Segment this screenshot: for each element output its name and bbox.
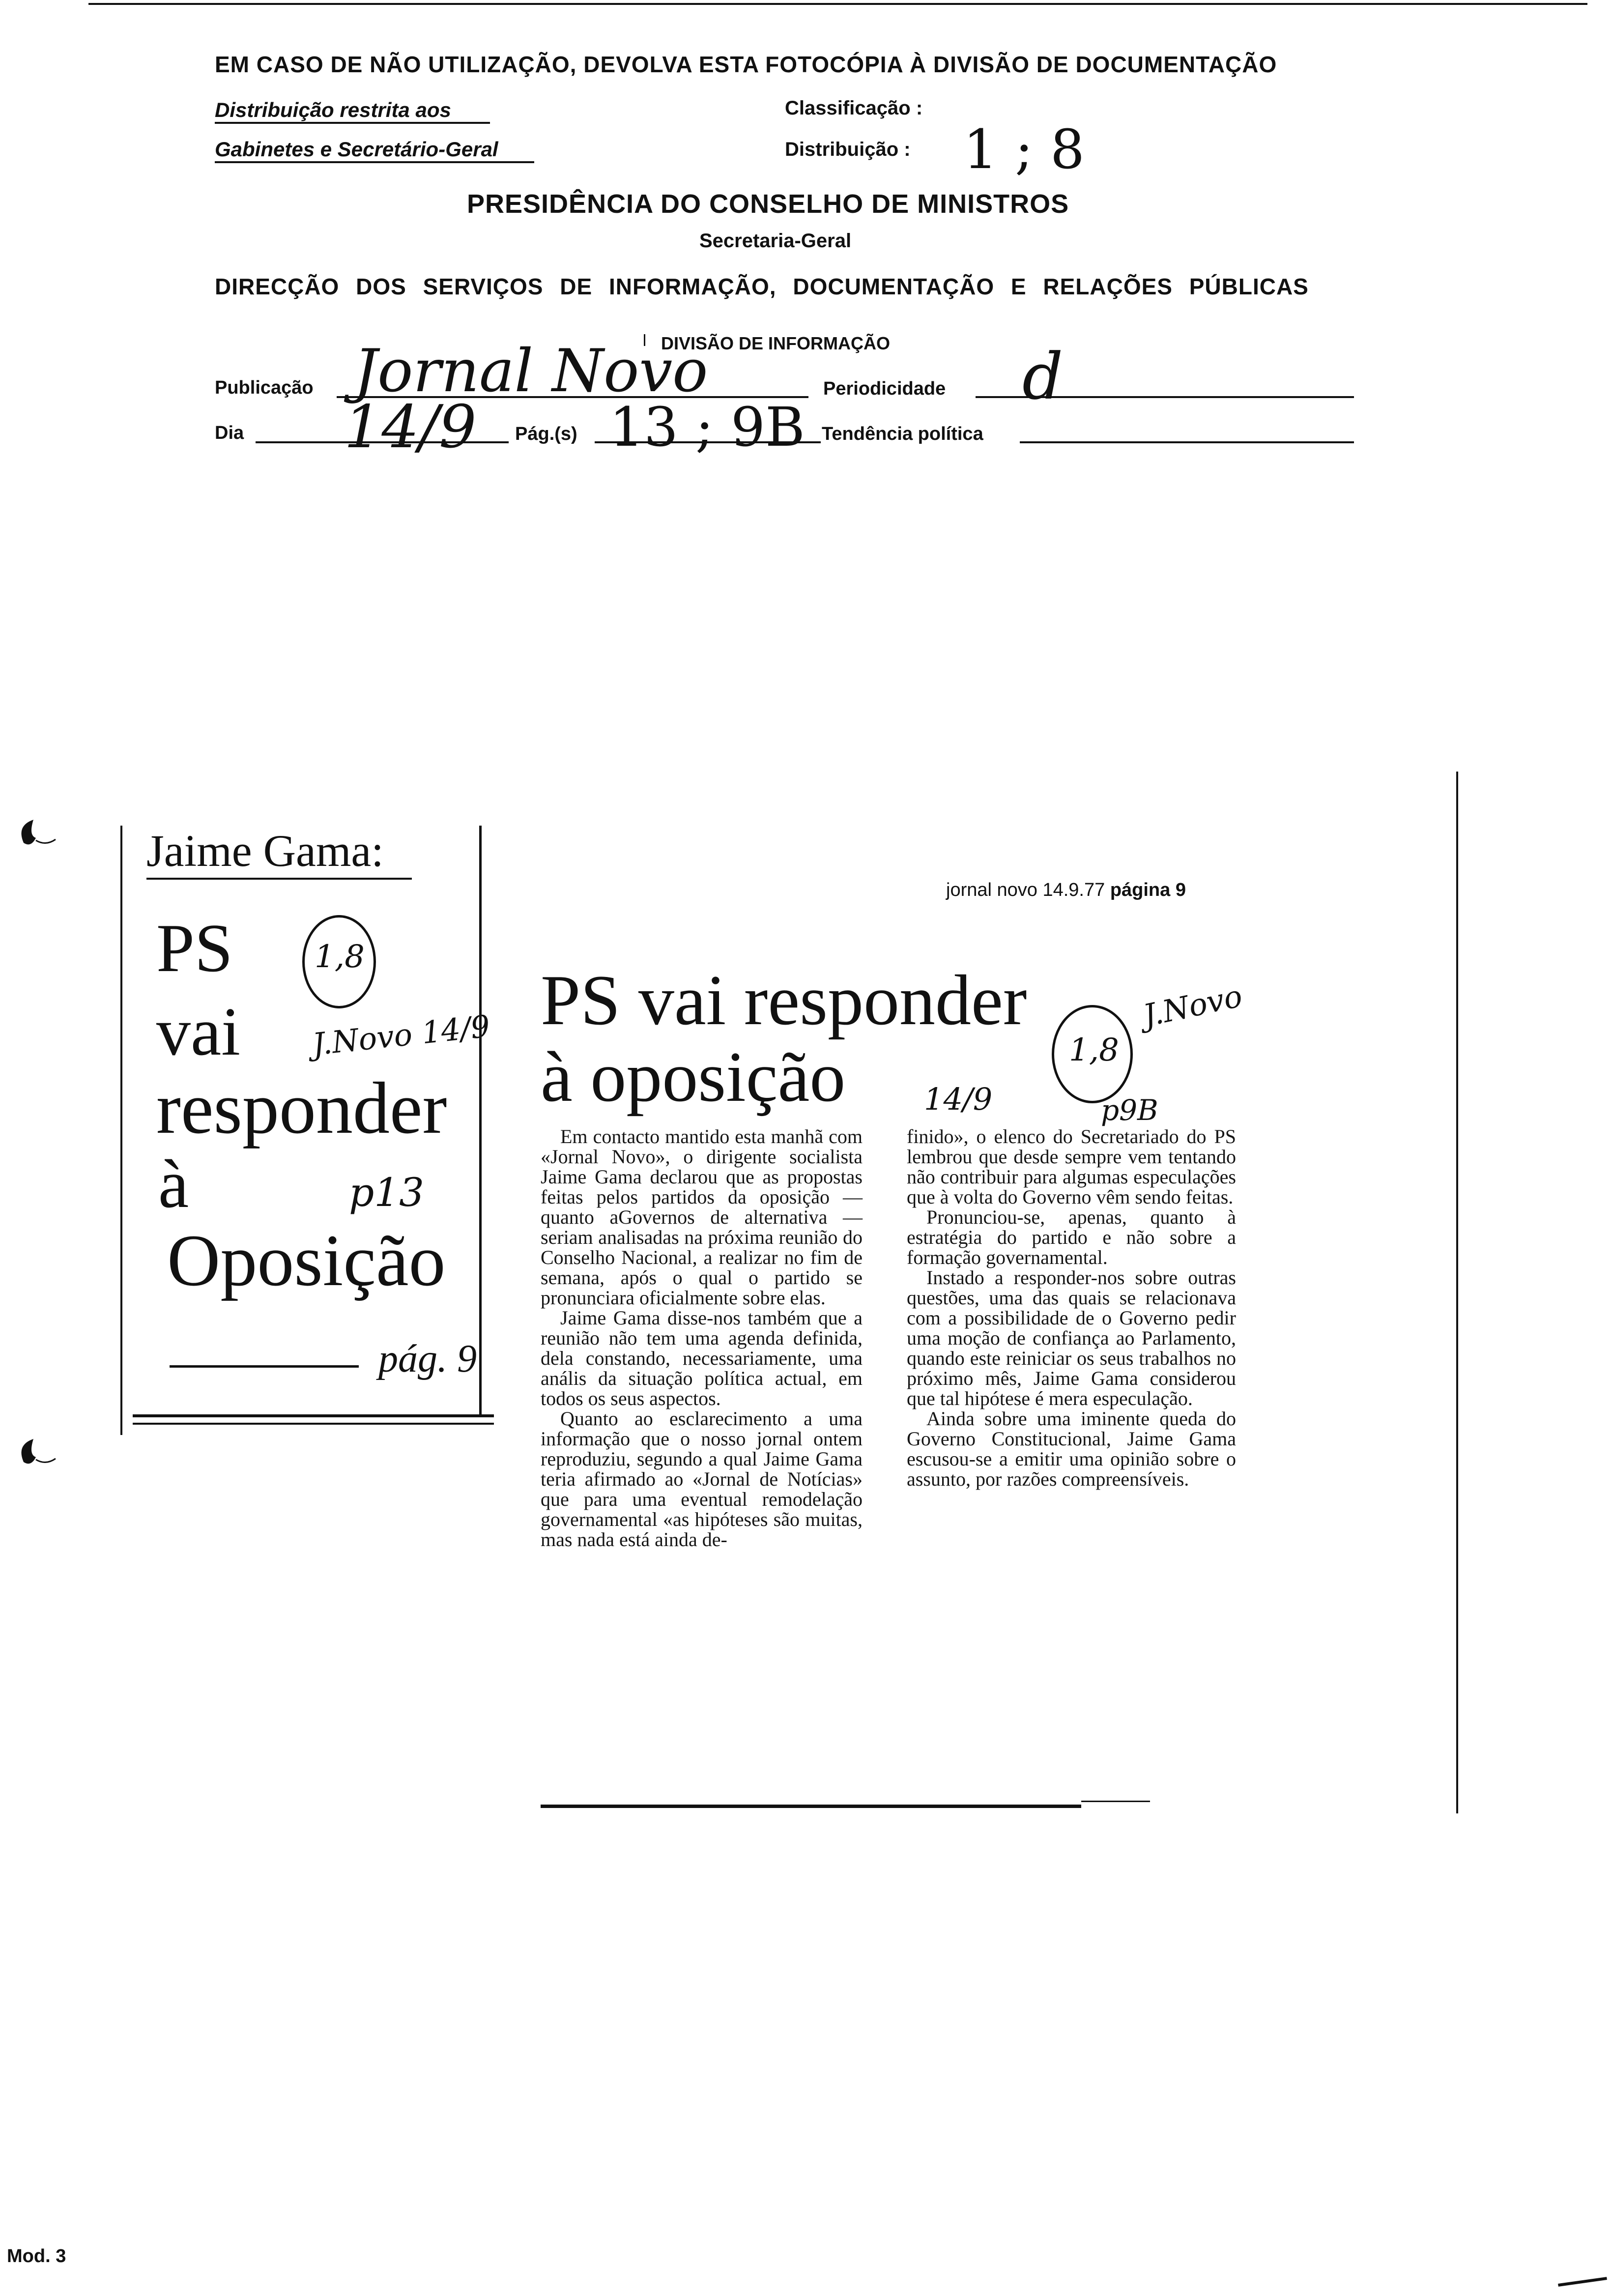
publicacao-value: Jornal Novo (354, 337, 708, 405)
article-col2-paragraph-2: Pronunciou-se, apenas, quanto à estratégia do partido e não sobre a formação governamental. (907, 1206, 1236, 1268)
scan-top-edge (88, 3, 1587, 5)
distribuicao-label: Distribuição : (785, 139, 911, 160)
article-date-annotation: 14/9 (924, 1081, 993, 1117)
article-page-annotation: p9B (1101, 1093, 1158, 1127)
article-source-annotation: J.Novo (1140, 977, 1246, 1034)
article-circle-value: 1,8 (1069, 1032, 1119, 1068)
sidebar-source-annotation: J.Novo 14/9 (311, 1008, 492, 1062)
sidebar-headline-word-5: Oposição (167, 1220, 446, 1301)
directorate-title: DIRECÇÃO DOS SERVIÇOS DE INFORMAÇÃO, DOCUMENTAÇÃO E RELAÇÕES PÚBLICAS (215, 274, 1309, 299)
binder-hole-bottom (14, 1435, 58, 1472)
periodicidade-label: Periodicidade (823, 378, 946, 399)
sidebar-kicker: Jaime Gama: (146, 826, 384, 876)
classificacao-label: Classificação : (785, 97, 923, 119)
pags-value: 13 ; 9B (609, 396, 805, 459)
sidebar-bottom-rule-2 (133, 1423, 494, 1425)
article-col2-paragraph-1: finido», o elenco do Secretariado do PS lembrou que desde sempre vem tentando não contribuir para algumas especulações que à volta do Governo vêm sendo feitas. (907, 1125, 1236, 1208)
return-notice: EM CASO DE NÃO UTILIZAÇÃO, DEVOLVA ESTA FOTOCÓPIA À DIVISÃO DE DOCUMENTAÇÃO (215, 52, 1277, 77)
dia-value: 14/9 (344, 393, 477, 461)
article-col1-paragraph-1: Em contacto mantido esta manhã com «Jornal Novo», o dirigente socialista Jaime Gama declarou que as propostas feitas pelos partidos da oposição — quanto aGovernos de alternativa — seriam analisadas na próxima reunião do Conselho Nacional, a realizar no fim de semana, após o qual o partido se pronunciara oficialmente sobre elas. (541, 1125, 863, 1309)
article-folio-page: página 9 (1110, 880, 1186, 900)
tendencia-line (1020, 441, 1354, 443)
article-col2-paragraph-3: Instado a responder-nos sobre outras questões, uma das quais se relacionava com a possibilidade de o Governo pedir uma moção de confiança ao Parlamento, quando este reiniciar os seus trabalhos no próximo mês, Jaime Gama considerou que tal hipótese é mera especulação. (907, 1266, 1236, 1409)
sidebar-headline-word-3: responder (156, 1067, 447, 1149)
publicacao-label: Publicação (215, 377, 314, 398)
ministry-title: PRESIDÊNCIA DO CONSELHO DE MINISTROS (467, 189, 1069, 219)
scan-corner-mark (1558, 2277, 1607, 2287)
sidebar-page-annotation: p13 (349, 1170, 425, 1215)
article-folio-date: jornal novo 14.9.77 (946, 880, 1105, 900)
dia-label: Dia (215, 423, 244, 443)
article-headline-line-2: à oposição (541, 1037, 846, 1117)
division-title: DIVISÃO DE INFORMAÇÃO (661, 333, 891, 353)
article-folio (946, 880, 1186, 901)
tendencia-label: Tendência política (822, 424, 983, 444)
sidebar-kicker-underline (146, 878, 412, 880)
sidebar-bottom-rule-1 (133, 1414, 494, 1417)
article-col1-paragraph-3: Quanto ao esclarecimento a uma informação que o nosso jornal ontem reproduziu, segundo a qual Jaime Gama teria afirmado ao «Jornal de Notícias» que para uma eventual remodelação governamental «as hipóteses são muitas, mas nada está ainda de- (541, 1407, 863, 1550)
distribuicao-value: 1 ; 8 (963, 118, 1085, 181)
sidebar-headline-word-4: à (158, 1146, 189, 1222)
sidebar-headline-word-1: PS (156, 910, 233, 986)
article-col1-paragraph-2: Jaime Gama disse-nos também que a reunião não tem uma agenda definida, dela constando, necessariamente, uma anális da situação política actual, em todos os seus aspectos. (541, 1307, 863, 1409)
article-bottom-rule (541, 1805, 1081, 1808)
periodicidade-value: d (1022, 339, 1064, 414)
restriction-line-1: Distribuição restrita aos (215, 98, 490, 124)
scan-right-edge (1456, 772, 1458, 1813)
sidebar-right-border (479, 826, 482, 1415)
binder-hole-top (14, 816, 58, 853)
secretaria-geral: Secretaria-Geral (699, 230, 852, 252)
sidebar-circle-value: 1,8 (315, 939, 365, 975)
article-bottom-rule-tail (1081, 1801, 1150, 1802)
sidebar-headline-word-2: vai (156, 994, 241, 1070)
sidebar-page-ref-dash (170, 1365, 359, 1368)
article-headline-line-1: PS vai responder (541, 960, 1027, 1040)
sidebar-left-border (120, 826, 122, 1435)
article-column-1 (541, 1126, 863, 1550)
article-column-2 (907, 1126, 1236, 1489)
restriction-line-2: Gabinetes e Secretário-Geral (215, 138, 534, 163)
sidebar-page-ref: pág. 9 (378, 1337, 477, 1380)
model-number: Mod. 3 (7, 2246, 66, 2267)
article-col2-paragraph-4: Ainda sobre uma iminente queda do Governo Constitucional, Jaime Gama escusou-se a emitir uma opinião sobre o assunto, por razões compreensíveis. (907, 1407, 1236, 1490)
pags-label: Pág.(s) (515, 424, 577, 444)
